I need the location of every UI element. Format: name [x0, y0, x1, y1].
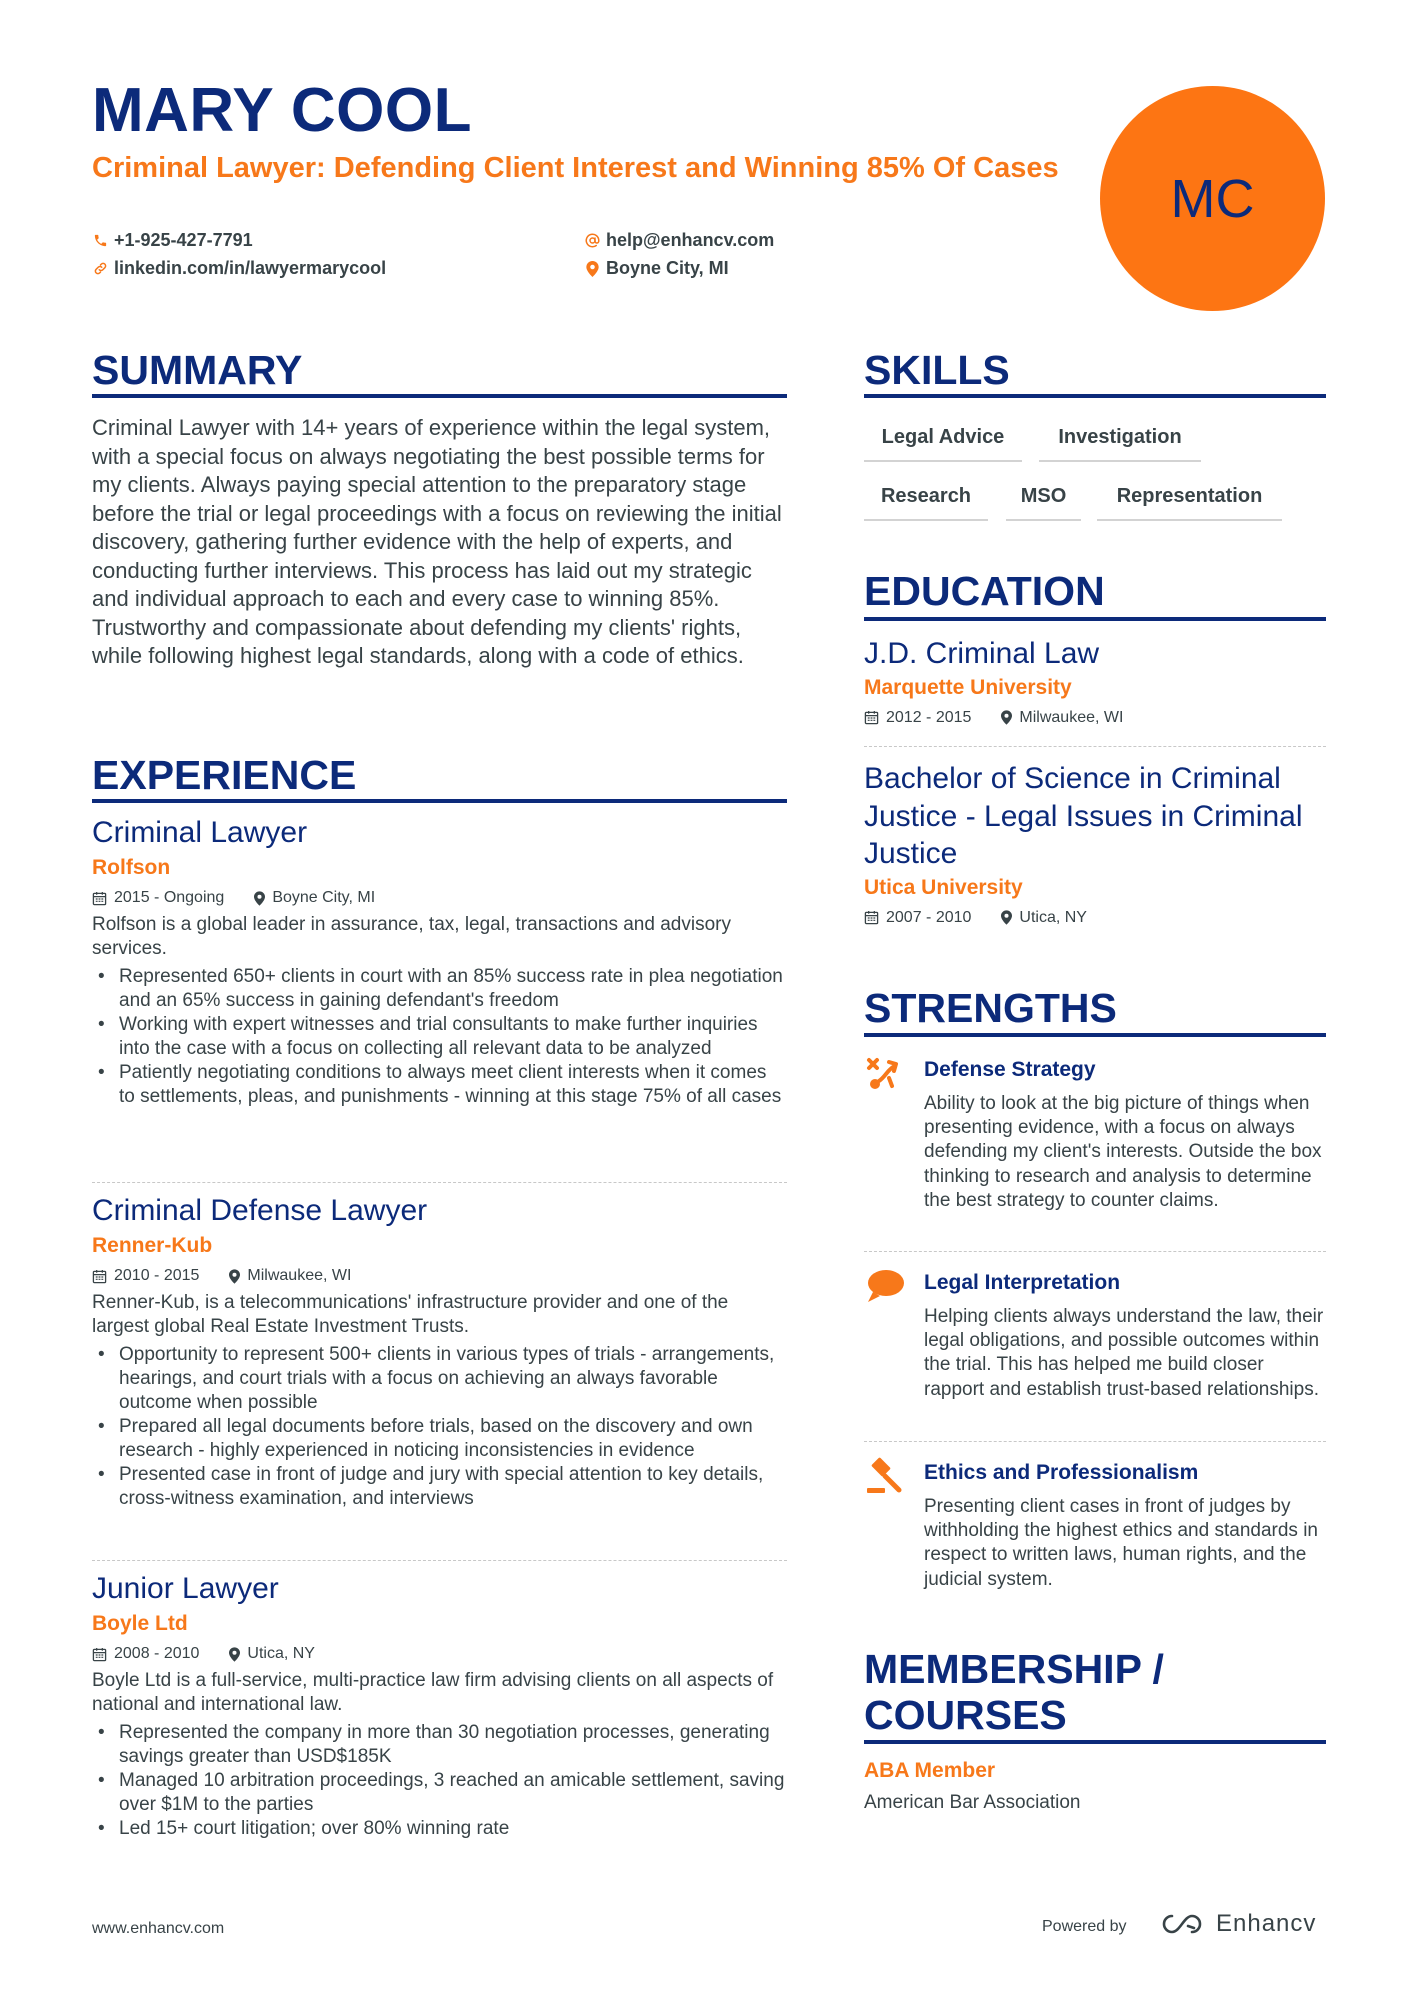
- edu-dates-text: 2007 - 2010: [886, 908, 972, 926]
- education-divider: [864, 617, 1326, 621]
- job-bullets: [92, 1343, 787, 1511]
- job-separator: [92, 1182, 787, 1183]
- gavel-icon: [864, 1455, 906, 1497]
- contact-linkedin[interactable]: [92, 258, 386, 279]
- job-dates: [92, 1643, 199, 1665]
- link-icon: [92, 261, 108, 277]
- phone-icon: [92, 233, 108, 249]
- calendar-icon: [92, 1269, 107, 1284]
- calendar-icon: [864, 910, 879, 925]
- membership-heading-line1: MEMBERSHIP /: [864, 1646, 1164, 1692]
- strength-item: [864, 1052, 1326, 1242]
- membership-description: American Bar Association: [864, 1792, 1081, 1813]
- job-description: Rolfson is a global leader in assurance, tax, legal, transactions and advisory services.: [92, 914, 731, 959]
- job-location: [254, 887, 375, 909]
- avatar-initials: MC: [1170, 168, 1255, 229]
- job-location-text: Boyne City, MI: [272, 889, 376, 906]
- strength-title: Legal Interpretation: [924, 1271, 1121, 1294]
- calendar-icon: [864, 710, 879, 725]
- education-heading: EDUCATION: [864, 568, 1105, 614]
- candidate-name: MARY COOL: [92, 76, 472, 145]
- skill-tag: Representation: [1097, 483, 1282, 521]
- map-pin-icon: [1001, 710, 1012, 725]
- phone-text: +1-925-427-7791: [114, 230, 253, 250]
- edu-school: Marquette University: [864, 675, 1072, 699]
- membership-heading-line2: COURSES: [864, 1692, 1067, 1738]
- job-title: Criminal Lawyer: [92, 816, 308, 849]
- membership-title: ABA Member: [864, 1759, 996, 1782]
- strength-item: [864, 1265, 1326, 1430]
- edu-dates: [864, 907, 971, 929]
- calendar-icon: [92, 1647, 107, 1662]
- membership-heading: [864, 1646, 1164, 1738]
- headline: Criminal Lawyer: Defending Client Interest and Winning 85% Of Cases: [92, 152, 1059, 184]
- skill-tag: Legal Advice: [864, 424, 1022, 462]
- job-location: [229, 1265, 351, 1287]
- job-dates-text: 2015 - Ongoing: [114, 889, 225, 906]
- membership-divider: [864, 1740, 1326, 1744]
- summary-divider: [92, 394, 787, 398]
- job-bullets: [92, 1721, 787, 1841]
- linkedin-text: linkedin.com/in/lawyermarycool: [114, 258, 387, 278]
- education-entry: [864, 760, 1324, 929]
- strength-description: Presenting client cases in front of judges by withholding the highest ethics and standards in respect to written laws, human rights, and the judicial system.: [924, 1496, 1318, 1590]
- job-location-text: Utica, NY: [247, 1645, 315, 1662]
- job-separator: [92, 1560, 787, 1561]
- job-meta: [92, 1265, 787, 1287]
- job-title: Junior Lawyer: [92, 1572, 279, 1605]
- map-pin-icon: [254, 891, 265, 906]
- contact-phone[interactable]: [92, 230, 253, 251]
- speech-bubble-icon: [864, 1265, 906, 1307]
- strength-separator: [864, 1251, 1326, 1252]
- job-location-text: Milwaukee, WI: [247, 1267, 352, 1284]
- job-dates: [92, 887, 224, 909]
- job-dates: [92, 1265, 199, 1287]
- at-icon: [584, 233, 600, 249]
- edu-meta: [864, 707, 1324, 729]
- job-bullet: • Patiently negotiating conditions to always meet client interests when it comes to settlements, pleas, and punishments - winning at this stage 75% of all cases: [92, 1061, 787, 1109]
- job-entry: [92, 1571, 787, 1841]
- calendar-icon: [92, 891, 107, 906]
- job-description: Boyle Ltd is a full-service, multi-practice law firm advising clients on all aspects of national and international law.: [92, 1670, 774, 1715]
- education-entry: [864, 635, 1324, 729]
- edu-degree: Bachelor of Science in Criminal Justice - Legal Issues in Criminal Justice: [864, 762, 1303, 870]
- map-pin-icon: [584, 261, 600, 277]
- job-meta: [92, 1643, 787, 1665]
- job-bullet: • Opportunity to represent 500+ clients in various types of trials - arrangements, hearings, and court trials with a focus on achieving an always favorable outcome when possible: [92, 1343, 787, 1415]
- strengths-divider: [864, 1033, 1326, 1037]
- skills-divider: [864, 394, 1326, 398]
- job-description: Renner-Kub, is a telecommunications' infrastructure provider and one of the largest global Real Estate Investment Trusts.: [92, 1292, 729, 1337]
- map-pin-icon: [229, 1647, 240, 1662]
- edu-degree: J.D. Criminal Law: [864, 637, 1100, 670]
- map-pin-icon: [229, 1269, 240, 1284]
- summary-text: Criminal Lawyer with 14+ years of experience within the legal system, with a special focus on always negotiating the best possible terms for my clients. Always paying special attention to the preparatory stage before the trial or legal proceedings with a focus on reviewing the initial discovery, gathering further evidence with the help of experts, and conducting further interviews. This process has laid out my strategic and individual approach to each and every case to winning 85%. Trustworthy and compassionate about defending my clients' rights, while following highest legal standards, along with a code of ethics.: [92, 415, 782, 668]
- avatar: [1100, 86, 1325, 311]
- job-bullet: • Represented 650+ clients in court with an 85% success rate in plea negotiation and an 65% success in gaining defendant's freedom: [92, 965, 787, 1013]
- edu-school: Utica University: [864, 875, 1023, 899]
- strength-item: [864, 1455, 1326, 1595]
- job-bullet: • Led 15+ court litigation; over 80% winning rate: [92, 1817, 787, 1841]
- experience-divider: [92, 799, 787, 803]
- job-company: Boyle Ltd: [92, 1612, 188, 1635]
- edu-location-text: Utica, NY: [1019, 908, 1087, 926]
- edu-location: [1001, 707, 1123, 729]
- job-entry: [92, 815, 787, 1109]
- job-dates-text: 2008 - 2010: [114, 1645, 200, 1662]
- strength-title: Ethics and Professionalism: [924, 1461, 1199, 1484]
- strengths-heading: STRENGTHS: [864, 985, 1117, 1031]
- strength-description: Ability to look at the big picture of things when presenting evidence, with a focus on always defending my client's interests. Outside the box thinking to research and analysis to determine the best strategy to counter claims.: [924, 1093, 1322, 1211]
- footer-url[interactable]: www.enhancv.com: [92, 1920, 225, 1937]
- skill-tag: MSO: [1006, 483, 1081, 521]
- job-bullet: • Managed 10 arbitration proceedings, 3 reached an amicable settlement, saving over $1M to the parties: [92, 1769, 787, 1817]
- job-dates-text: 2010 - 2015: [114, 1267, 200, 1284]
- job-company: Renner-Kub: [92, 1234, 213, 1257]
- job-location: [229, 1643, 315, 1665]
- email-text: help@enhancv.com: [606, 230, 775, 250]
- contact-email[interactable]: [584, 230, 774, 251]
- job-bullet: • Presented case in front of judge and jury with special attention to key details, cross-witness examination, and interviews: [92, 1463, 787, 1511]
- experience-heading: EXPERIENCE: [92, 752, 357, 798]
- edu-location-text: Milwaukee, WI: [1019, 708, 1124, 726]
- job-bullets: [92, 965, 787, 1109]
- strength-title: Defense Strategy: [924, 1058, 1096, 1081]
- edu-dates: [864, 707, 971, 729]
- summary-heading: SUMMARY: [92, 347, 303, 393]
- job-bullet: • Represented the company in more than 30 negotiation processes, generating savings greater than USD$185K: [92, 1721, 787, 1769]
- powered-by: Powered by: [1042, 1918, 1127, 1935]
- enhancv-logo-icon: [1160, 1912, 1206, 1936]
- strength-separator: [864, 1441, 1326, 1442]
- edu-dates-text: 2012 - 2015: [886, 708, 972, 726]
- skill-tag: Research: [864, 483, 988, 521]
- strength-description: Helping clients always understand the law, their legal obligations, and possible outcomes within the trial. This has helped me build closer rapport and establish trust-based relationships.: [924, 1306, 1324, 1400]
- job-meta: [92, 887, 787, 909]
- job-entry: [92, 1193, 787, 1511]
- job-bullet: • Working with expert witnesses and trial consultants to make further inquiries into the case with a focus on collecting all relevant data to be analyzed: [92, 1013, 787, 1061]
- enhancv-logo-text: Enhancv: [1216, 1910, 1317, 1937]
- edu-location: [1001, 907, 1087, 929]
- map-pin-icon: [1001, 910, 1012, 925]
- strategy-icon: [864, 1052, 906, 1094]
- job-company: Rolfson: [92, 856, 171, 879]
- skills-heading: SKILLS: [864, 347, 1010, 393]
- skill-tag: Investigation: [1039, 424, 1201, 462]
- edu-meta: [864, 907, 1324, 929]
- job-bullet: • Prepared all legal documents before trials, based on the discovery and own research - highly experienced in noticing inconsistencies in evidence: [92, 1415, 787, 1463]
- edu-separator: [864, 746, 1326, 747]
- location-text: Boyne City, MI: [606, 258, 729, 278]
- contact-location: [584, 258, 729, 279]
- job-title: Criminal Defense Lawyer: [92, 1194, 428, 1227]
- enhancv-logo[interactable]: [1160, 1910, 1316, 1938]
